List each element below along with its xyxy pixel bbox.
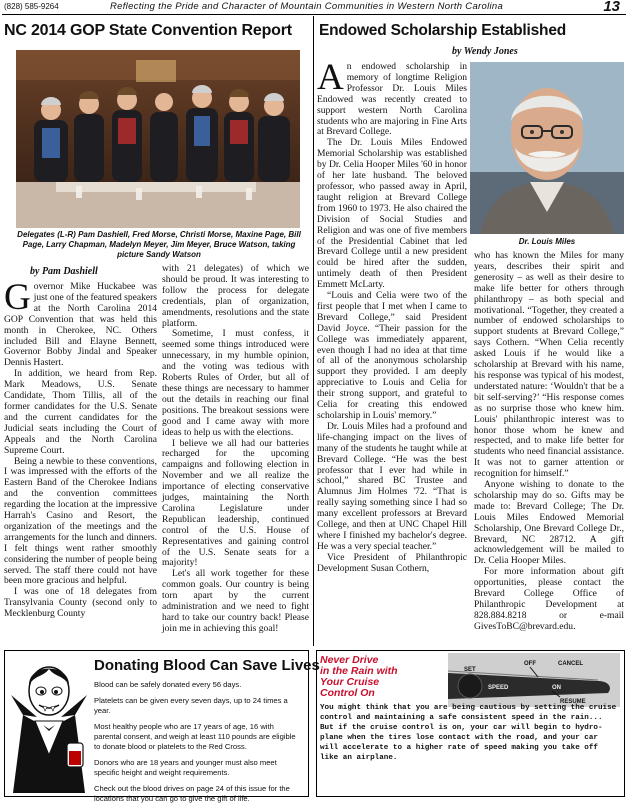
stalk-resume-label: RESUME — [560, 699, 586, 705]
scholarship-paragraph: who has known the Miles for many years, describes their spirit and generosity – as well as their desire to make life better for others through philanthropy – as both special and motivational. “Together, they created a number of endowed scholarships to support students at Brevard College,” says Cothern. “When Celia recently asked Louis if he would like a scholarship at Brevard with his name, his response was typical of his modest, understated nature: ‘Wouldn't that be a bit self-serving?’ “His response comes as no surprise those who knew him. Louis' philanthropic interest was to honor those whom he knew and respected, and to make life better for students who need financial assistance. It was not to garner attention or recognition for himself.” — [474, 250, 624, 480]
header-phone: (828) 585-9264 — [4, 2, 59, 11]
scholarship-drop-cap: A — [317, 57, 344, 98]
page-header — [0, 0, 628, 14]
scholarship-paragraph: Vice President of Philanthropic Development Susan Cothern, — [317, 551, 467, 574]
column-divider — [313, 16, 314, 646]
blood-fact: Check out the blood drives on page 24 of this issue for the locations that you can go to give the gift of life. — [94, 784, 290, 803]
gop-paragraph: In addition, we heard from Rep. Mark Meadows, U.S. Senate Candidate, Thom Tillis, all of the former candidates for the U.S. Senate and the current candidates for the Judicial seats including the Court of Appeals and the North Carolina Supreme Court. — [4, 368, 157, 456]
gop-byline: by Pam Dashiell — [30, 266, 98, 277]
gop-column-2 — [162, 264, 309, 635]
gop-photo-caption: Delegates (L-R) Pam Dashiell, Fred Morse, Christi Morse, Maxine Page, Bill Page, Larry Chapman, Madelyn Meyer, Jim Meyer, Bruce Watson, taking picture Sandy Watson — [17, 230, 301, 259]
dr-miles-portrait-art — [470, 62, 624, 234]
stalk-set-label: SET — [464, 667, 476, 673]
gop-paragraph: I was one of 18 delegates from Transylvania County (second only to Mecklenburg County — [4, 586, 157, 620]
gop-paragraph: Sometime, I must confess, it seemed some things introduced were unnecessary, in my humble opinion, and the voting was tedious with Roberts Rules of Order, but all of these things are necessary to hammer out the details in reaching our final positions. The breakout sessions were good and I came away with more ideas to help us with the elections. — [162, 328, 309, 438]
dr-miles-photo — [470, 62, 624, 234]
stalk-off-label: OFF — [524, 661, 536, 667]
vampire-icon — [9, 655, 89, 793]
scholarship-lead-paragraph: An endowed scholarship in memory of longtime Religion Professor Dr. Louis Miles Endowed was recently created to support western North Carolina students who are majoring in Fine Arts at Brevard College. — [317, 57, 467, 138]
blood-facts — [94, 680, 302, 810]
header-tagline: Reflecting the Pride and Character of Mountain Communities in Western North Carolina — [110, 1, 504, 12]
gop-paragraph: Being a newbie to these conventions, I was impressed with the efforts of the Eastern Band of the Cherokee Indians and the convention committees regarding the location at the impressive Harrah's Casino and Resort, the organization of the meetings and the arrangements for the lunch and dinners. I felt things went rather smoothly considering the number of people being served. The staff there could not have been more gracious and helpful. — [4, 455, 157, 587]
scholarship-byline: by Wendy Jones — [452, 46, 518, 57]
gop-paragraph: I believe we all had our batteries recharged for the upcoming campaigns and following election in November and we all realize the importance of electing conservative judges, maintaining the North Carolina Legislature under Republican leadership, continued control of the U.S. House of Representatives and gaining control of the U.S. Senate seats for a majority! — [162, 437, 309, 569]
header-rule — [2, 14, 626, 15]
scholarship-paragraph: “Louis and Celia were two of the first people that I met when I came to Brevard College,” said President David Joyce. “Their passion for the College was immediately apparent, even though I had no idea at that time of all of the anonymous scholarship support they provided. I am deeply appreciative to Louis and Celia for their strong support, and grateful to Celia for creating this endowed scholarship in Louis' memory.” — [317, 290, 467, 421]
gop-paragraph: with 21 delegates) of which we should be proud. It was interesting to follow the process for delegate credentials, plan of organization, amendments, resolutions and the state platform. — [162, 263, 309, 329]
blood-fact: Donors who are 18 years and younger must also meet specific height and weight requirements. — [94, 758, 277, 777]
stalk-cancel-label: CANCEL — [558, 661, 583, 667]
blood-fact: Most healthy people who are 17 years of age, 16 with parental consent, and weigh at least 110 pounds are eligible to donate blood or platelets to the Red Cross. — [94, 722, 296, 751]
dr-miles-caption: Dr. Louis Miles — [518, 237, 576, 246]
cruise-stalk-illustration — [448, 653, 620, 707]
cruise-title: Never Drive in the Rain with Your Cruise Control On — [320, 654, 398, 699]
scholarship-paragraph: For more information about gift opportunities, please contact the Brevard College Office of Philanthropic Development at 828.884.8218 or e-mail GivesToBC@brevard.edu. — [474, 566, 624, 632]
scholarship-column-1 — [317, 57, 467, 575]
cruise-stalk-icon — [448, 653, 620, 707]
gop-drop-cap: G — [4, 277, 31, 318]
stalk-speed-label: SPEED — [488, 685, 509, 691]
scholarship-paragraph: Dr. Louis Miles had a profound and life-changing impact on the lives of many of the students he taught while at Brevard College. “He was the best professor that I ever had while in school,” shared BC Trustee and Alumnus Jim Holmes '72. “That is really saying something since I had so many excellent professors at Brevard College, and then at UNC Chapel Hill where I finished my bachelor's degree. He was a very special teacher.” — [317, 420, 467, 552]
scholarship-paragraph: Anyone wishing to donate to the scholarship may do so. Gifts may be made to: Brevard College; The Dr. Louis Miles Endowed Memorial Scholarship, One Brevard College Dr., Brevard, NC 28712. A gift acknowledgement will be mailed to Dr. Celia Hooper Miles. — [474, 479, 624, 567]
stalk-on-label: ON — [552, 685, 561, 691]
blood-fact: Platelets can be given every seven days, up to 24 times a year. — [94, 696, 288, 715]
cruise-body: You might think that you are being cautious by setting the cruise control and maintaining a safe consistent speed in the rain... But if the cruise control is on, your car will begin to hydro-plane when the tires lose contact with the road, and your car will accelerate to a higher rate of speed making you take off like an airplane. — [320, 704, 617, 762]
page-number: 13 — [603, 0, 620, 15]
vampire-illustration — [9, 655, 89, 793]
delegates-photo-art — [16, 50, 300, 228]
blood-fact: Blood can be safely donated every 56 days. — [94, 680, 242, 689]
scholarship-headline: Endowed Scholarship Established — [319, 22, 567, 39]
gop-headline: NC 2014 GOP State Convention Report — [4, 22, 292, 39]
scholarship-column-2 — [474, 251, 624, 633]
gop-lead-paragraph: Governor Mike Huckabee was just one of the featured speakers at the North Carolina 2014 GOP Convention that was held this month in Cherokee, NC. Others included Bill and Elayne Bennett, Governor Bobby Jindal and Speaker Dennis Hastert. — [4, 277, 158, 369]
scholarship-paragraph: The Dr. Louis Miles Endowed Memorial Scholarship was established by Dr. Celia Hooper Miles '60 in honor of her late husband. The beloved professor, who passed away in April, taught religion at Brevard College from 1960 to 1973. He also chaired the Division of Social Studies and Religion and was one of five members of the Presidential Cabinet that led Brevard College until a new president could be hired after the sudden, untimely death of then President Emmett McLarty. — [317, 137, 467, 291]
delegates-photo — [16, 50, 300, 228]
gop-column-1 — [4, 277, 158, 620]
gop-paragraph: Let's all work together for these common goals. Our country is being torn apart by the current administration and we need to fight hard to take our country back! Please join me in achieving this goal! — [162, 568, 309, 634]
blood-title: Donating Blood Can Save Lives — [94, 657, 320, 674]
